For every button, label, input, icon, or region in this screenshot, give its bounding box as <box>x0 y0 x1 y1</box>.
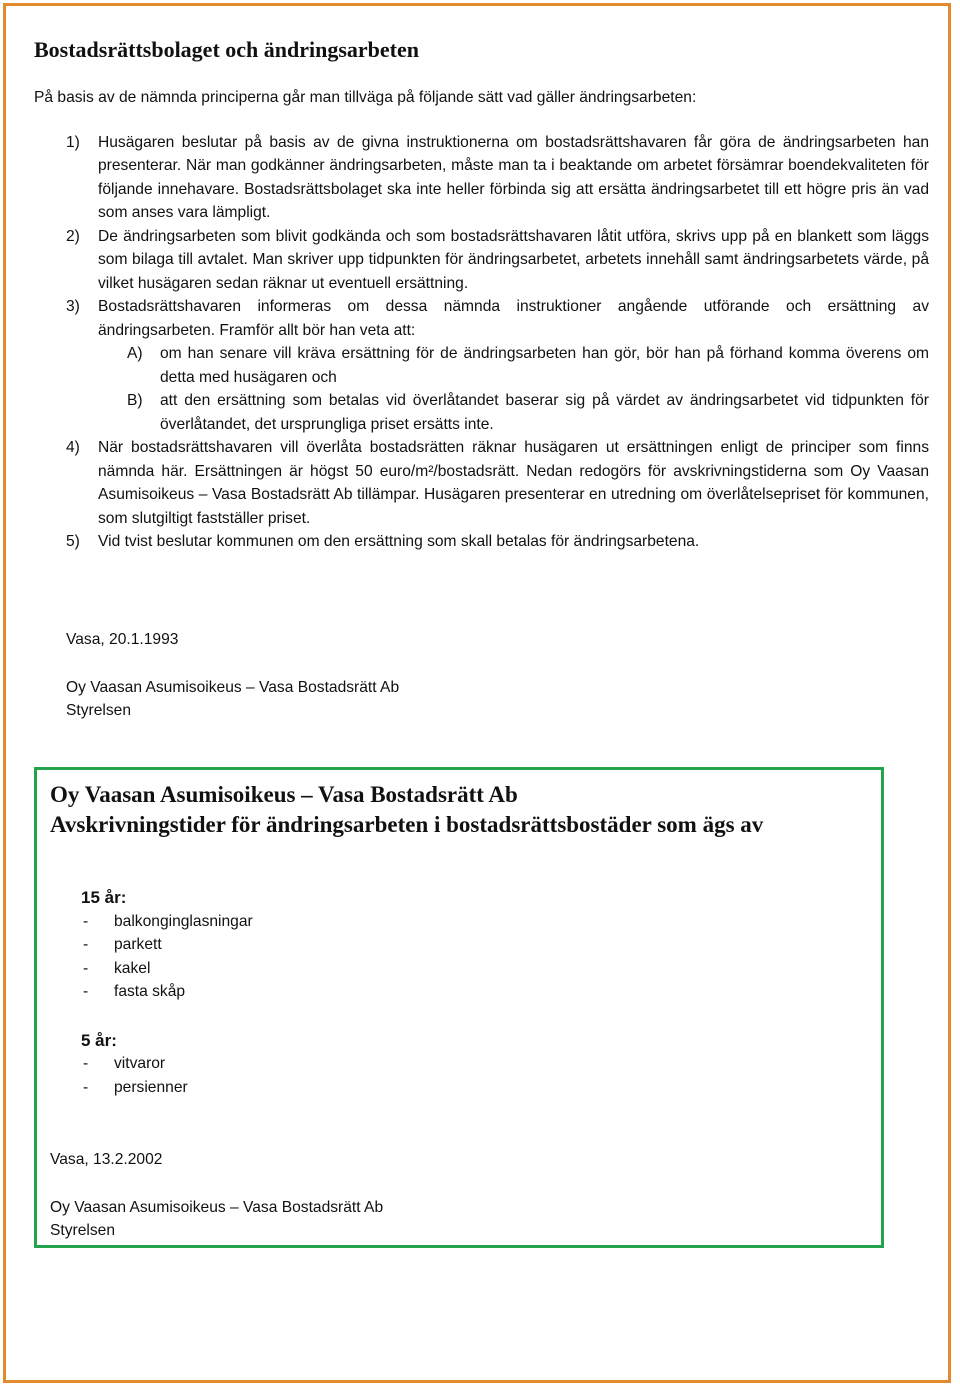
sublist-item <box>34 342 929 389</box>
box-signature-organization: Oy Vaasan Asumisoikeus – Vasa Bostadsrätt Ab <box>50 1198 384 1216</box>
dash-bullet: - <box>83 959 89 977</box>
list-item-text: vitvaror <box>114 1055 166 1072</box>
list-number: 1) <box>66 133 80 151</box>
list-item-text: När bostadsrättshavaren vill överlåta bostadsrätten räknar husägaren ut ersättningen enligt de principer som finns nämnda här. Ersättningen är högst 50 euro/m²/bostadsrätt. Nedan redogörs för avskrivningstiderna som Oy Vaasan Asumisoikeus – Vasa Bostadsrätt Ab tillämpar. Husägaren presenterar en utredning om överlåtelsepriset för kommunen, som slutgiltigt fastställer priset. <box>98 439 929 527</box>
list-item-text: Vid tvist beslutar kommunen om den ersättning som skall betalas för ändringsarbetena. <box>98 533 700 550</box>
list-item-text: parkett <box>114 936 162 953</box>
signature-place-date: Vasa, 20.1.1993 <box>66 631 179 648</box>
dash-bullet: - <box>83 936 89 953</box>
depreciation-box <box>34 767 884 1248</box>
list-item <box>81 933 253 957</box>
document-title: Bostadsrättsbolaget och ändringsarbeten <box>34 37 420 62</box>
sublist-item <box>34 389 929 436</box>
list-item <box>81 957 253 981</box>
list-item <box>34 131 929 225</box>
list-item <box>34 225 929 296</box>
depreciation-groups <box>81 886 253 1099</box>
list-item <box>81 980 253 1004</box>
numbered-list <box>34 131 929 554</box>
list-number: 4) <box>66 439 80 456</box>
box-title-line1: Oy Vaasan Asumisoikeus – Vasa Bostadsrätt Ab <box>50 782 518 807</box>
list-item-text: Husägaren beslutar på basis av de givna instruktionerna om bostadsrättshavaren får göra de ändringsarbeten han presenterar. När man godkänner ändringsarbeten, måste man ta i beaktande om arbetet försämrar boendekvaliteten för följande innehavare. Bostadsrättsbolaget ska inte heller förbinda sig att ersätta ändringsarbetet till ett högre pris än vad som anses vara lämpligt. <box>98 133 929 221</box>
list-item <box>81 1076 253 1100</box>
list-item <box>81 1052 253 1076</box>
dash-bullet: - <box>83 1078 89 1096</box>
list-item-text: Bostadsrättshavaren informeras om dessa nämnda instruktioner angående utförande och ersättning av ändringsarbeten. Framför allt bör han veta att: <box>98 298 929 339</box>
signature-organization: Oy Vaasan Asumisoikeus – Vasa Bostadsrätt Ab <box>66 678 400 696</box>
list-item-text: persienner <box>114 1078 188 1096</box>
box-signature-place-date: Vasa, 13.2.2002 <box>50 1151 163 1168</box>
signature-board: Styrelsen <box>66 702 132 719</box>
list-item-text: fasta skåp <box>114 983 186 1000</box>
group-heading-5-years: 5 år: <box>81 1030 117 1050</box>
group-list-5-years <box>81 1052 253 1099</box>
list-item <box>34 530 929 554</box>
signature-block <box>66 628 399 723</box>
dash-bullet: - <box>83 983 89 1000</box>
group-heading-15-years: 15 år: <box>81 888 127 907</box>
list-item <box>34 295 929 436</box>
sublist-item-text: om han senare vill kräva ersättning för de ändringsarbeten han gör, bör han på förhand komma överens om detta med husägaren och <box>160 345 929 386</box>
box-signature-block <box>50 1148 383 1243</box>
list-item <box>81 910 253 934</box>
lettered-sublist <box>98 342 929 436</box>
list-item-text: balkonginglasningar <box>114 912 253 930</box>
sublist-letter: B) <box>127 392 143 409</box>
list-number: 2) <box>66 227 80 245</box>
list-item <box>34 436 929 530</box>
box-signature-board: Styrelsen <box>50 1222 116 1239</box>
group-list-15-years <box>81 910 253 1004</box>
dash-bullet: - <box>83 912 89 930</box>
list-item-text: kakel <box>114 959 151 977</box>
sublist-item-text: att den ersättning som betalas vid överlåtandet baserar sig på värdet av ändringsarbetet vid tidpunkten för överlåtandet, det ursprungliga priset ersätts inte. <box>160 392 929 433</box>
list-number: 3) <box>66 298 80 315</box>
intro-paragraph: På basis av de nämnda principerna går man tillväga på följande sätt vad gäller ändringsarbeten: <box>34 89 697 106</box>
document-body <box>34 36 929 554</box>
list-number: 5) <box>66 533 80 550</box>
box-title-line2: Avskrivningstider för ändringsarbeten i bostadsrättsbostäder som ägs av <box>50 811 764 837</box>
dash-bullet: - <box>83 1055 89 1072</box>
sublist-letter: A) <box>127 345 143 362</box>
list-item-text: De ändringsarbeten som blivit godkända och som bostadsrättshavaren låtit utföra, skrivs upp på en blankett som läggs som bilaga till avtalet. Man skriver upp tidpunkten för ändringsarbetet, arbetets innehåll samt ändringsarbetets värde, på vilket husägaren sedan räknar ut eventuell ersättning. <box>98 227 929 292</box>
box-title <box>50 780 860 839</box>
